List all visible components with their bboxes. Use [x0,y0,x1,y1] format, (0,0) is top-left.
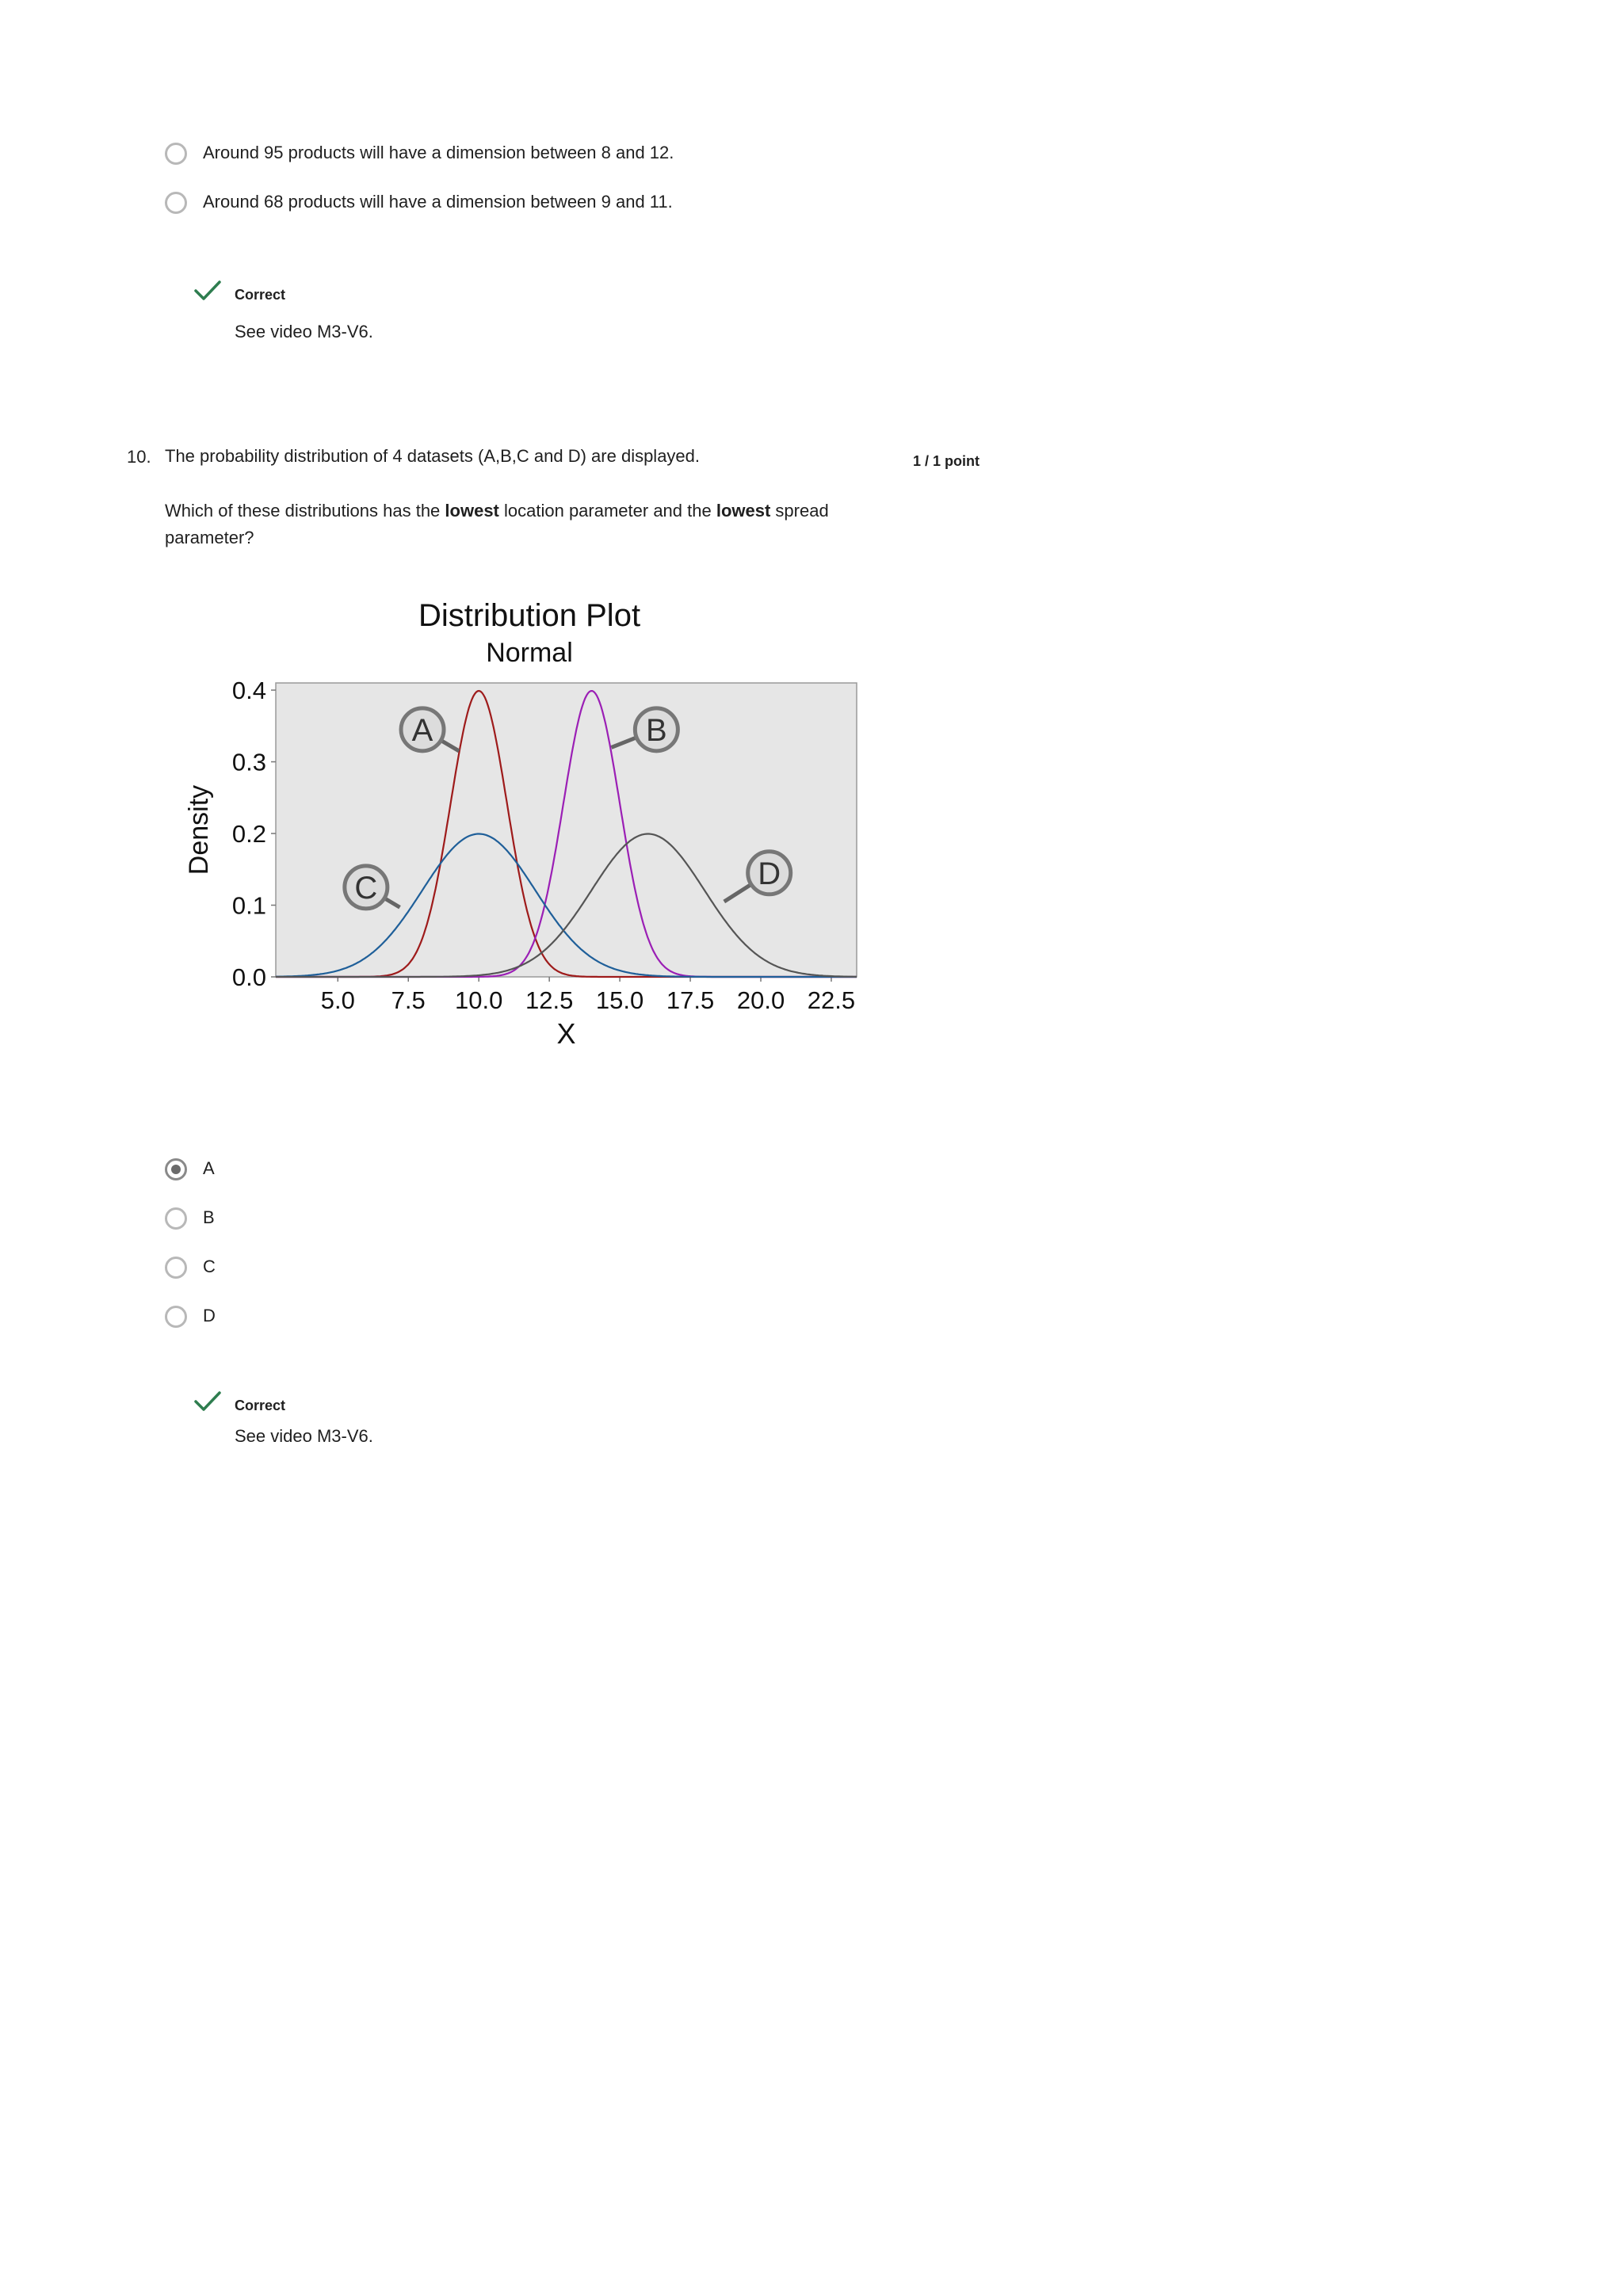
q10-option-d-radio[interactable] [165,1306,187,1328]
q10-option-d-label: D [203,1306,216,1325]
question-number: 10. [127,447,151,467]
x-tick-label: 15.0 [595,986,644,1014]
y-tick-label: 0.2 [231,820,266,849]
question-text: The probability distribution of 4 datasets (A,B,C and D) are displayed. [165,446,701,466]
chart-subtitle: Normal [486,638,573,668]
checkmark-icon [193,279,222,303]
callout-b-label: B [646,712,667,748]
x-tick-label: 10.0 [455,986,503,1014]
x-tick-label: 7.5 [391,986,426,1014]
q10-option-b-radio[interactable] [165,1207,187,1230]
q9-feedback-text: See video M3-V6. [235,322,373,341]
y-tick-label: 0.4 [231,677,266,705]
prompt-bold-2: lowest [716,501,771,521]
q10-option-a-radio[interactable] [165,1158,187,1180]
checkmark-icon [193,1390,222,1413]
q9-option-1-label: Around 95 products will have a dimension between 8 and 12. [203,143,674,162]
chart-title: Distribution Plot [418,598,641,633]
x-tick-label: 5.0 [320,986,355,1014]
y-tick-label: 0.3 [231,748,266,776]
x-tick-label: 20.0 [736,986,785,1014]
prompt-bold-1: lowest [445,501,499,521]
q10-option-c-radio[interactable] [165,1257,187,1279]
y-axis-label: Density [184,784,214,875]
prompt-text-2: location parameter and the [498,501,716,521]
q9-option-1-radio[interactable] [165,143,187,165]
callout-d-label: D [758,856,781,891]
question-prompt [165,498,878,551]
x-tick-label: 22.5 [807,986,856,1014]
prompt-text-4: parameter? [165,528,254,547]
q9-option-2-label: Around 68 products will have a dimension between 9 and 11. [203,192,673,212]
distribution-chart-svg [158,582,872,1058]
q10-option-c-label: C [203,1257,216,1276]
callout-a-label: A [411,712,433,748]
distribution-chart [158,582,872,1058]
q10-feedback-status: Correct [235,1398,286,1413]
q10-option-a-label: A [203,1158,215,1178]
x-tick-label: 12.5 [525,986,574,1014]
y-tick-label: 0.1 [231,891,266,920]
q9-option-2-radio[interactable] [165,192,187,214]
y-tick-label: 0.0 [231,963,266,991]
question-points: 1 / 1 point [913,453,980,469]
q9-feedback-status: Correct [235,287,286,303]
prompt-text-1: Which of these distributions has the [165,501,445,521]
x-axis-label: X [556,1017,576,1050]
x-tick-label: 17.5 [666,986,715,1014]
q10-option-b-label: B [203,1207,215,1227]
q10-feedback-text: See video M3-V6. [235,1426,373,1446]
prompt-text-3: spread [770,501,829,521]
callout-c-label: C [354,870,378,906]
